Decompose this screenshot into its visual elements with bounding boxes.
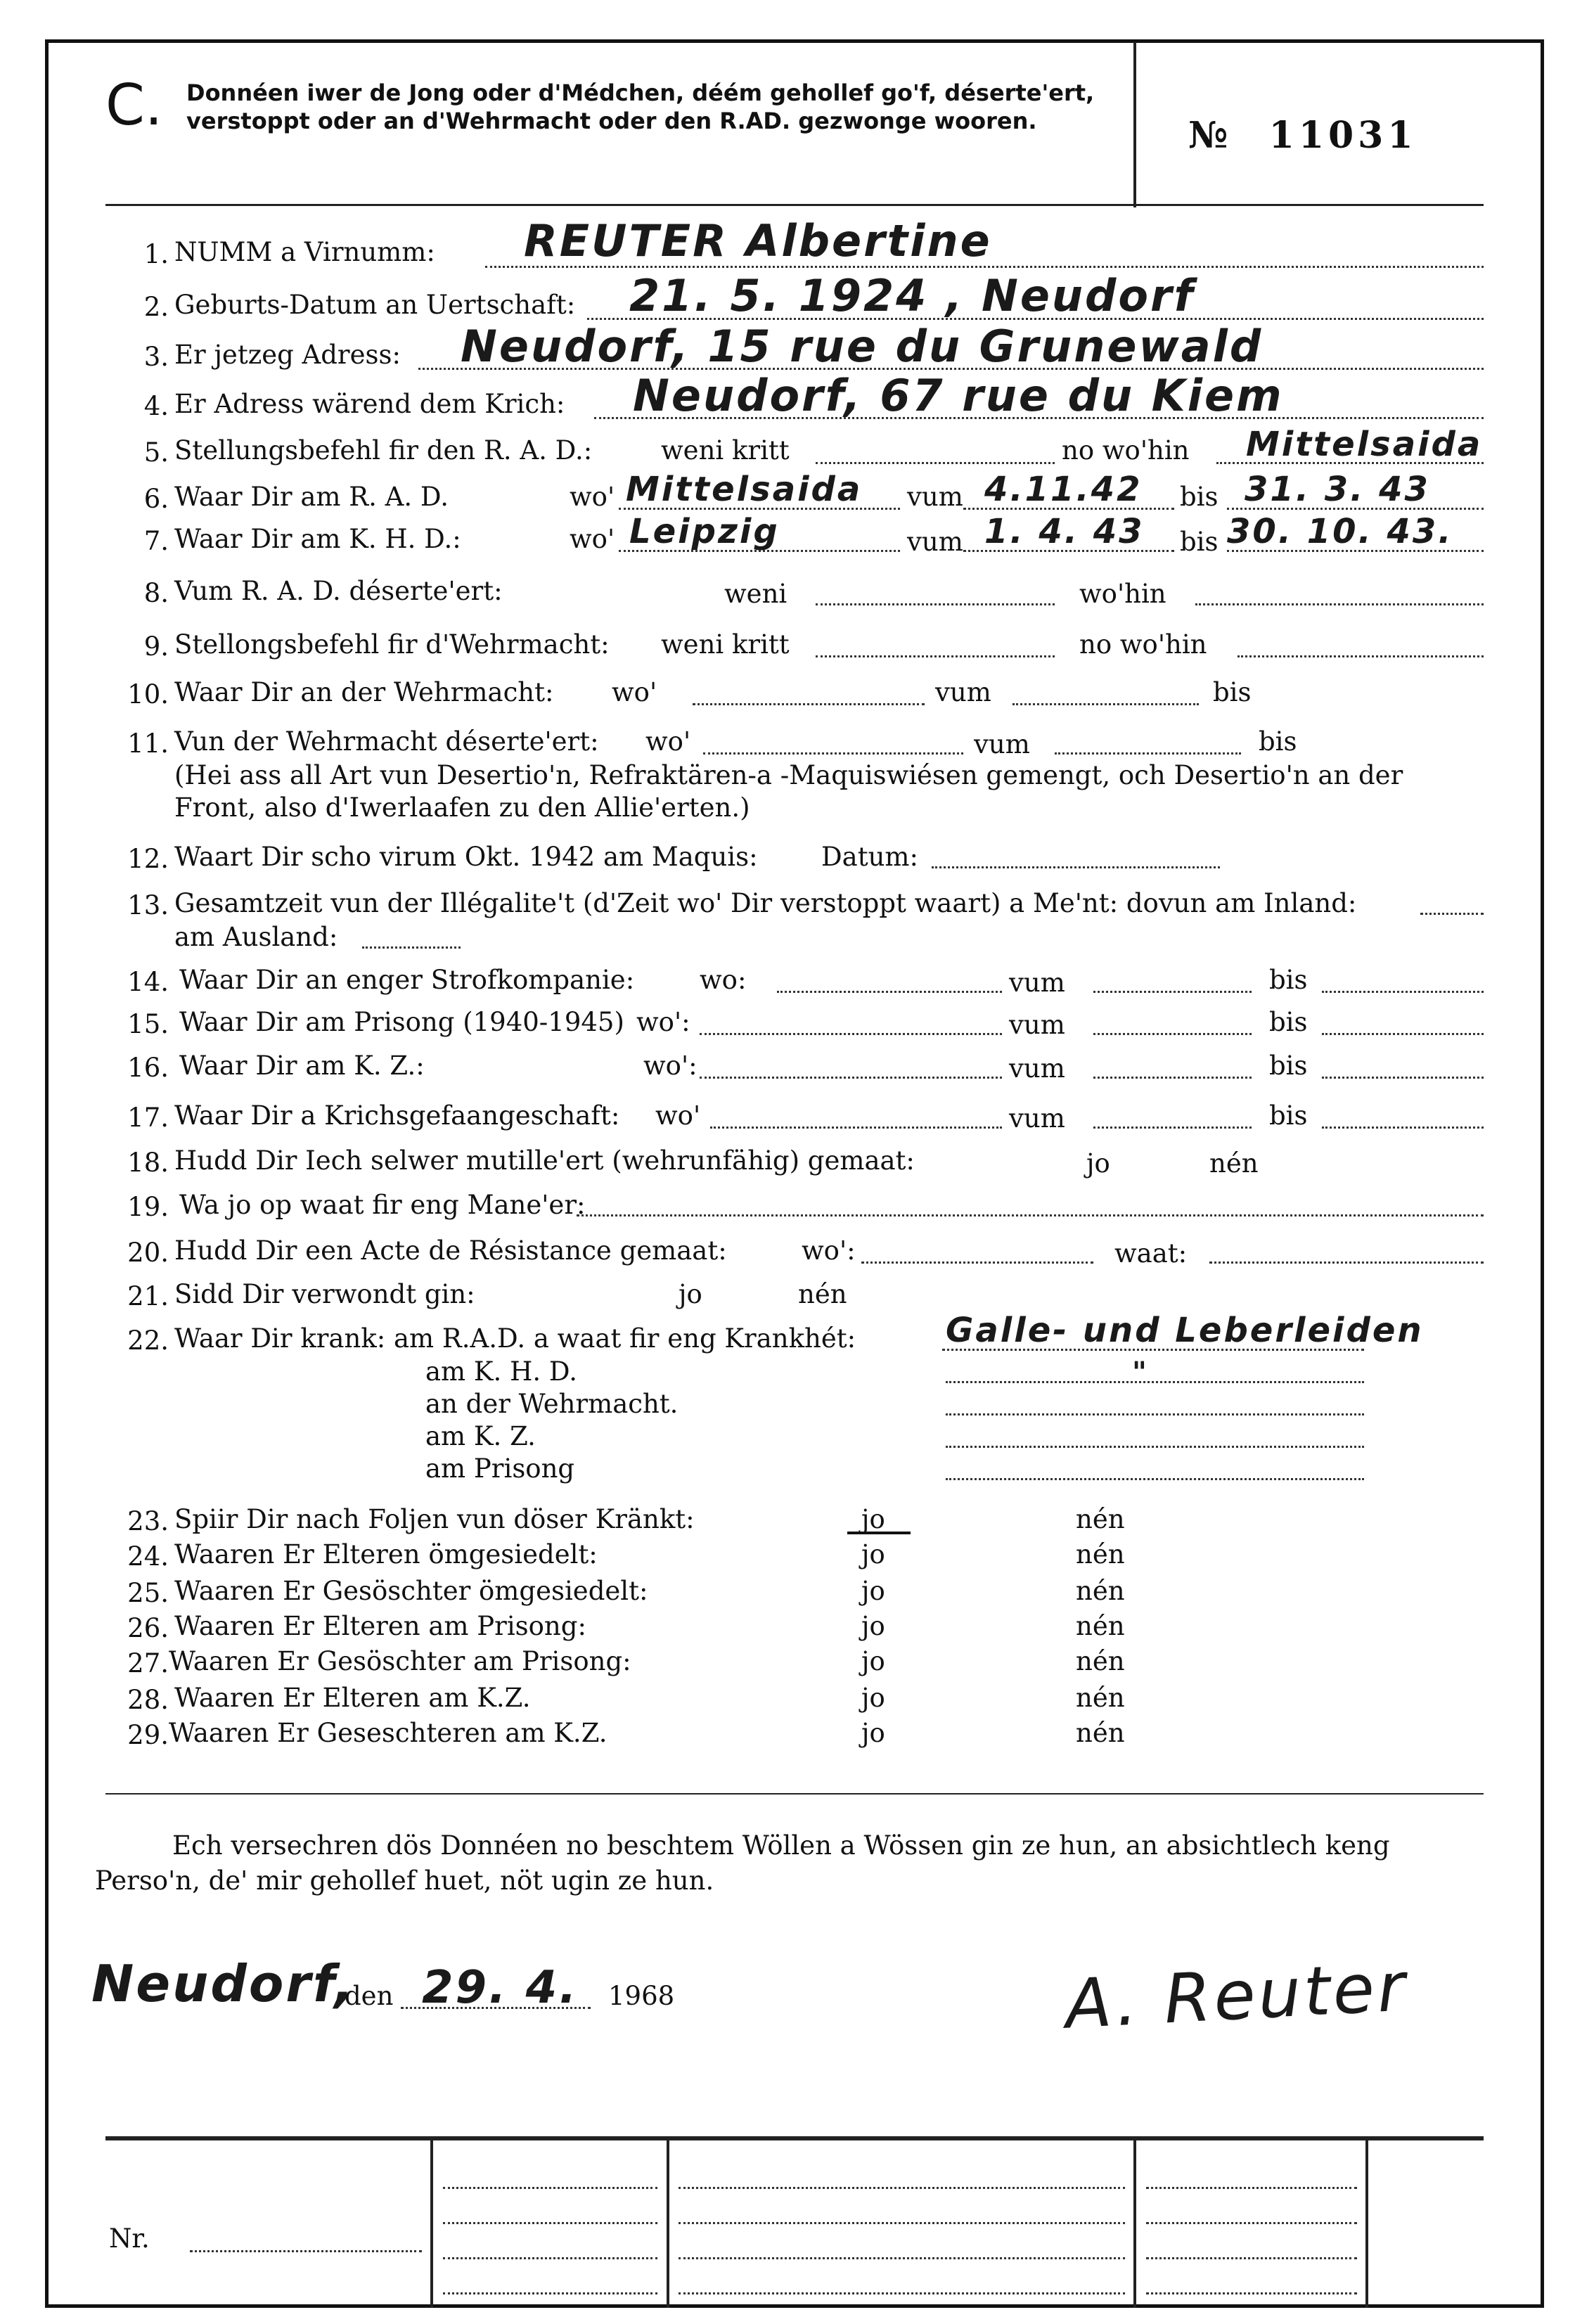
label-khd: Waar Dir am K. H. D.: bbox=[174, 524, 461, 554]
option-nen: nén bbox=[798, 1279, 847, 1309]
label-siblings-kz: Waaren Er Geseschteren am K.Z. bbox=[169, 1718, 608, 1748]
label-vum: vum bbox=[1009, 1053, 1065, 1084]
number-value: 11031 bbox=[1268, 114, 1418, 157]
option-nen: nén bbox=[1076, 1504, 1125, 1534]
row-number: 29. bbox=[127, 1720, 169, 1750]
label-mutilated: Hudd Dir Iech selwer mutille'ert (wehrunfähig) gemaat: bbox=[174, 1145, 915, 1176]
fill-line bbox=[703, 752, 963, 755]
option-jo: jo bbox=[861, 1718, 885, 1748]
row-number: 15. bbox=[127, 1009, 169, 1039]
fill-line bbox=[1209, 1261, 1484, 1264]
fill-line bbox=[932, 866, 1220, 868]
fill-line bbox=[1195, 603, 1484, 605]
label-wo: wo' bbox=[612, 677, 657, 707]
label-bis: bis bbox=[1213, 677, 1252, 707]
value-ditto: " bbox=[1132, 1356, 1149, 1389]
form-number bbox=[1188, 114, 1418, 157]
label-address: Er jetzeg Adress: bbox=[174, 340, 401, 370]
fill-line bbox=[679, 2257, 1125, 2259]
row-number: 6. bbox=[143, 484, 169, 514]
fill-line bbox=[816, 462, 1055, 464]
label-strofkompanie: Waar Dir an enger Strofkompanie: bbox=[179, 965, 635, 995]
signing-place: Neudorf, bbox=[91, 1954, 356, 2013]
row-number: 27. bbox=[127, 1648, 169, 1678]
number-symbol: № bbox=[1188, 114, 1228, 157]
selection-underline bbox=[847, 1532, 911, 1534]
declaration-rule bbox=[105, 1793, 1484, 1795]
row-number: 9. bbox=[143, 631, 169, 662]
label-bis: bis bbox=[1180, 482, 1219, 512]
fill-line bbox=[1322, 991, 1484, 993]
row-number: 25. bbox=[127, 1578, 169, 1608]
signature: A. Reuter bbox=[1063, 1947, 1410, 2044]
fill-line bbox=[816, 655, 1055, 657]
option-jo: jo bbox=[1086, 1148, 1110, 1179]
label-wehrmacht-order: Stellongsbefehl fir d'Wehrmacht: bbox=[174, 629, 610, 660]
fill-line bbox=[443, 2257, 657, 2259]
fill-line bbox=[1146, 2257, 1357, 2259]
label-bis: bis bbox=[1269, 965, 1308, 995]
fill-line bbox=[1093, 1033, 1252, 1035]
value-address: Neudorf, 15 rue du Grunewald bbox=[461, 321, 1264, 372]
fill-line bbox=[816, 603, 1055, 605]
footer-col-divider bbox=[1133, 2138, 1136, 2308]
value-rad-vum: 4.11.42 bbox=[984, 470, 1143, 509]
row-number: 16. bbox=[127, 1053, 169, 1083]
row-number: 22. bbox=[127, 1325, 169, 1356]
option-nen: nén bbox=[1076, 1683, 1125, 1713]
fill-line bbox=[443, 2187, 657, 2189]
row-number: 28. bbox=[127, 1685, 169, 1715]
sub-wehrmacht: an der Wehrmacht. bbox=[425, 1389, 679, 1419]
label-no-wohin: no wo'hin bbox=[1062, 435, 1190, 466]
fill-line bbox=[1420, 913, 1484, 915]
fill-line bbox=[190, 2250, 422, 2252]
row-number: 21. bbox=[127, 1281, 169, 1311]
option-jo: jo bbox=[861, 1611, 885, 1641]
note-desertion: (Hei ass all Art vun Desertio'n, Refraktären-a -Maquiswiésen gemengt, och Desertio'n an der Front, also d'Iwerlaafen zu den Allie'erten.) bbox=[174, 760, 1403, 823]
label-ill: Waar Dir krank: am R.A.D. a waat fir eng Krankhét: bbox=[174, 1323, 856, 1354]
label-vum: vum bbox=[1009, 1010, 1065, 1040]
option-nen: nén bbox=[1076, 1718, 1125, 1748]
label-wehrmacht-desert: Vun der Wehrmacht déserte'ert: bbox=[174, 726, 599, 757]
label-illegality: Gesamtzeit vun der Illégalite't (d'Zeit wo' Dir verstoppt waart) a Me'nt: dovun am Inland: bbox=[174, 888, 1357, 918]
fill-line bbox=[362, 946, 461, 949]
fill-line bbox=[946, 1413, 1364, 1415]
fill-line bbox=[1093, 991, 1252, 993]
label-kz: Waar Dir am K. Z.: bbox=[179, 1051, 425, 1081]
option-nen: nén bbox=[1076, 1539, 1125, 1569]
row-number: 2. bbox=[143, 292, 169, 322]
declaration-text: Ech versechren dös Donnéen no beschtem Wöllen a Wössen gin ze hun, an absichtlech keng Perso'n, de' mir gehollef huet, nöt ugin ze hun. bbox=[95, 1830, 1390, 1896]
label-vum: vum bbox=[974, 729, 1030, 759]
option-jo: jo bbox=[861, 1576, 885, 1606]
label-wo: wo' bbox=[570, 482, 615, 512]
fill-line bbox=[443, 2292, 657, 2294]
signing-year: 1968 bbox=[608, 1981, 675, 2011]
option-jo: jo bbox=[679, 1279, 702, 1309]
value-illness: Galle- und Leberleiden bbox=[946, 1311, 1424, 1350]
fill-line bbox=[710, 1126, 1002, 1129]
fill-line bbox=[1238, 655, 1484, 657]
fill-line bbox=[1146, 2222, 1357, 2224]
option-nen: nén bbox=[1209, 1148, 1259, 1179]
row-number: 12. bbox=[127, 844, 169, 874]
fill-line bbox=[1012, 703, 1199, 705]
value-war-address: Neudorf, 67 rue du Kiem bbox=[633, 370, 1284, 421]
label-vum: vum bbox=[1009, 1103, 1065, 1134]
option-jo-selected: jo bbox=[861, 1504, 885, 1534]
label-vum: vum bbox=[1009, 968, 1065, 998]
row-number: 26. bbox=[127, 1613, 169, 1643]
fill-line bbox=[693, 703, 925, 705]
label-den: den bbox=[345, 1981, 394, 2011]
fill-line bbox=[1093, 1126, 1252, 1129]
value-name: REUTER Albertine bbox=[524, 215, 992, 267]
option-nen: nén bbox=[1076, 1576, 1125, 1606]
label-rad-order: Stellungsbefehl fir den R. A. D.: bbox=[174, 435, 593, 466]
label-weni-kritt: weni kritt bbox=[661, 629, 790, 660]
fill-line bbox=[946, 1478, 1364, 1480]
fill-line bbox=[1093, 1077, 1252, 1079]
fill-line bbox=[1055, 752, 1241, 755]
fill-line bbox=[679, 2187, 1125, 2189]
label-bis: bis bbox=[1180, 527, 1219, 557]
option-jo: jo bbox=[861, 1646, 885, 1676]
label-rad-desert: Vum R. A. D. déserte'ert: bbox=[174, 576, 503, 606]
label-wounded: Sidd Dir verwondt gin: bbox=[174, 1279, 475, 1309]
row-number: 17. bbox=[127, 1103, 169, 1133]
label-ausland: am Ausland: bbox=[174, 922, 338, 952]
footer-col-divider bbox=[430, 2138, 433, 2308]
label-weni: weni bbox=[724, 579, 788, 609]
label-wo: wo' bbox=[570, 524, 615, 554]
label-wo: wo': bbox=[643, 1051, 698, 1081]
value-rad-bis: 31. 3. 43 bbox=[1245, 470, 1430, 509]
value-birth: 21. 5. 1924 , Neudorf bbox=[629, 270, 1195, 321]
row-number: 24. bbox=[127, 1541, 169, 1572]
signing-date: 29. 4. bbox=[422, 1962, 579, 2014]
label-wehrmacht: Waar Dir an der Wehrmacht: bbox=[174, 677, 554, 707]
row-number: 5. bbox=[143, 437, 169, 468]
option-nen: nén bbox=[1076, 1611, 1125, 1641]
fill-line bbox=[1146, 2187, 1357, 2189]
row-number: 8. bbox=[143, 578, 169, 608]
label-siblings-resettled: Waaren Er Gesöschter ömgesiedelt: bbox=[174, 1576, 648, 1606]
label-rad: Waar Dir am R. A. D. bbox=[174, 482, 449, 512]
row-number: 20. bbox=[127, 1238, 169, 1268]
label-captivity: Waar Dir a Krichsgefaangeschaft: bbox=[174, 1100, 620, 1131]
label-war-address: Er Adress wärend dem Krich: bbox=[174, 389, 565, 419]
label-waat: waat: bbox=[1114, 1238, 1188, 1269]
sub-kz: am K. Z. bbox=[425, 1421, 536, 1451]
option-jo: jo bbox=[861, 1539, 885, 1569]
label-wo: wo' bbox=[645, 726, 691, 757]
row-number: 13. bbox=[127, 890, 169, 920]
label-bis: bis bbox=[1269, 1051, 1308, 1081]
label-wo: wo' bbox=[655, 1100, 701, 1131]
row-number: 3. bbox=[143, 342, 169, 372]
label-consequences: Spiir Dir nach Foljen vun döser Kränkt: bbox=[174, 1504, 695, 1534]
row-number: 4. bbox=[143, 391, 169, 421]
sub-prisong: am Prisong bbox=[425, 1453, 575, 1484]
fill-line bbox=[577, 1214, 1484, 1216]
fill-line bbox=[946, 1381, 1364, 1383]
label-datum: Datum: bbox=[821, 842, 918, 872]
fill-line bbox=[679, 2292, 1125, 2294]
fill-line bbox=[443, 2222, 657, 2224]
value-rad-wo: Mittelsaida bbox=[626, 470, 863, 509]
footer-nr-label: Nr. bbox=[109, 2223, 150, 2254]
fill-line bbox=[1322, 1077, 1484, 1079]
value-rad-place: Mittelsaida bbox=[1246, 425, 1483, 464]
row-number: 11. bbox=[127, 728, 169, 759]
header-divider bbox=[1133, 42, 1136, 207]
row-number: 19. bbox=[127, 1192, 169, 1222]
label-vum: vum bbox=[907, 527, 963, 557]
fill-line bbox=[1322, 1033, 1484, 1035]
label-bis: bis bbox=[1259, 726, 1297, 757]
label-vum: vum bbox=[935, 677, 991, 707]
value-khd-bis: 30. 10. 43. bbox=[1227, 512, 1453, 551]
label-bis: bis bbox=[1269, 1007, 1308, 1037]
fill-line bbox=[946, 1446, 1364, 1448]
option-nen: nén bbox=[1076, 1646, 1125, 1676]
label-weni-kritt: weni kritt bbox=[661, 435, 790, 466]
value-khd-wo: Leipzig bbox=[629, 512, 780, 551]
label-maquis: Waart Dir scho virum Okt. 1942 am Maquis: bbox=[174, 842, 758, 872]
value-khd-vum: 1. 4. 43 bbox=[984, 512, 1145, 551]
option-jo: jo bbox=[861, 1683, 885, 1713]
fill-line bbox=[861, 1261, 1093, 1264]
row-number: 7. bbox=[143, 526, 169, 556]
sub-khd: am K. H. D. bbox=[425, 1356, 577, 1387]
footer-col-divider bbox=[1365, 2138, 1368, 2308]
label-wo: wo: bbox=[700, 965, 747, 995]
label-siblings-prison: Waaren Er Gesöschter am Prisong: bbox=[169, 1646, 631, 1676]
fill-line bbox=[1146, 2292, 1357, 2294]
row-number: 1. bbox=[143, 239, 169, 269]
footer-rule bbox=[105, 2136, 1484, 2140]
label-birth: Geburts-Datum an Uertschaft: bbox=[174, 290, 576, 320]
label-name: NUMM a Virnumm: bbox=[174, 237, 435, 267]
label-parents-resettled: Waaren Er Elteren ömgesiedelt: bbox=[174, 1539, 598, 1569]
fill-line bbox=[700, 1077, 1002, 1079]
label-wohin: wo'hin bbox=[1079, 579, 1166, 609]
section-letter: C. bbox=[105, 72, 163, 138]
row-number: 14. bbox=[127, 967, 169, 997]
header-rule bbox=[105, 204, 1484, 206]
label-parents-prison: Waaren Er Elteren am Prisong: bbox=[174, 1611, 586, 1641]
label-bis: bis bbox=[1269, 1100, 1308, 1131]
label-no-wohin: no wo'hin bbox=[1079, 629, 1207, 660]
label-vum: vum bbox=[907, 482, 963, 512]
label-parents-kz: Waaren Er Elteren am K.Z. bbox=[174, 1683, 531, 1713]
row-number: 10. bbox=[127, 679, 169, 710]
label-prisong: Waar Dir am Prisong (1940-1945) bbox=[179, 1007, 624, 1037]
header-title: Donnéen iwer de Jong oder d'Médchen, déém gehollef go'f, déserte'ert, verstoppt oder an d'Wehrmacht oder den R.AD. gezwonge wooren. bbox=[186, 79, 1095, 134]
label-resistance: Hudd Dir een Acte de Résistance gemaat: bbox=[174, 1235, 727, 1266]
fill-line bbox=[700, 1033, 1002, 1035]
footer-col-divider bbox=[667, 2138, 669, 2308]
fill-line bbox=[1322, 1126, 1484, 1129]
row-number: 18. bbox=[127, 1148, 169, 1178]
label-wo: wo': bbox=[802, 1235, 856, 1266]
row-number: 23. bbox=[127, 1506, 169, 1536]
fill-line bbox=[777, 991, 1002, 993]
label-wo: wo': bbox=[636, 1007, 690, 1037]
fill-line bbox=[679, 2222, 1125, 2224]
label-manner: Wa jo op waat fir eng Mane'er: bbox=[179, 1190, 586, 1220]
